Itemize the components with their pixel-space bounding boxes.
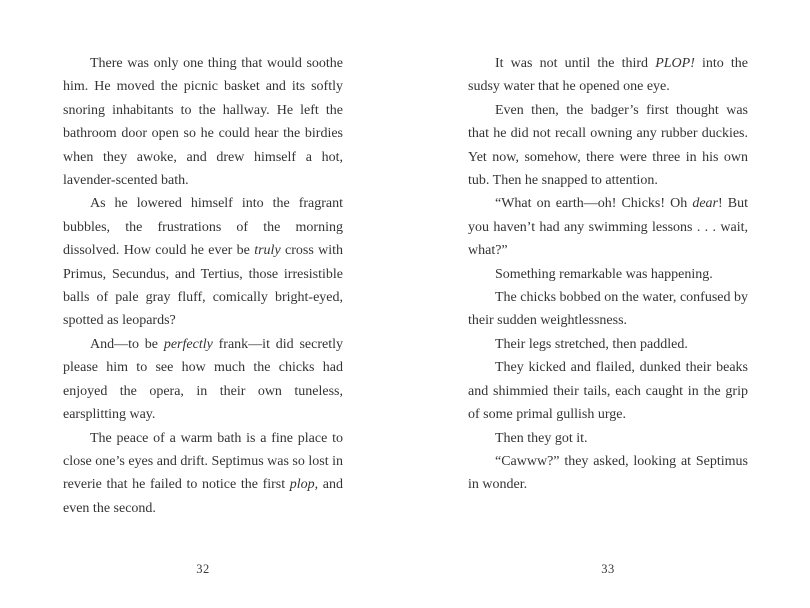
italic-text-run: truly bbox=[254, 243, 281, 259]
text-run: cross with Primus, Secundus, and Tertius, those irresistible balls of pale gray fluff, comically bright-eyed, spotted as leopards? bbox=[63, 243, 343, 329]
text-run: Their legs stretched, then paddled. bbox=[495, 336, 688, 352]
text-run: And—to be bbox=[90, 336, 164, 352]
paragraph bbox=[468, 286, 748, 333]
paragraph bbox=[468, 356, 748, 426]
text-run: frank—it did secretly please him to see how much the chicks had enjoyed the opera, in their own tuneless, earsplitting way. bbox=[63, 336, 343, 423]
paragraph bbox=[468, 99, 748, 193]
text-run: Even then, the badger’s first thought was that he did not recall owning any rubber duckies. Yet now, somehow, there were three in his own tub. Then he snapped to attention. bbox=[468, 102, 748, 189]
italic-text-run: plop bbox=[289, 477, 315, 493]
text-run: There was only one thing that would soothe him. He moved the picnic basket and its softly snoring inhabitants to the hallway. He left the bathroom door open so he could hear the birdies when they awoke, and drew himself a hot, lavender-scented bath. bbox=[63, 56, 343, 189]
text-run: Something remarkable was happening. bbox=[495, 266, 713, 282]
paragraph bbox=[63, 52, 343, 192]
text-run: They kicked and flailed, dunked their beaks and shimmied their tails, each caught in the grip of some primal gullish urge. bbox=[468, 360, 748, 423]
paragraph bbox=[63, 333, 343, 427]
text-run: ! But you haven’t had any swimming lessons . . . wait, what?” bbox=[468, 196, 749, 259]
left-page-number: 32 bbox=[196, 562, 210, 576]
paragraph bbox=[468, 263, 748, 286]
text-run: “What on earth—oh! Chicks! Oh bbox=[495, 196, 693, 212]
text-run: As he lowered himself into the fragrant bubbles, the frustrations of the morning dissolved. How could he ever be bbox=[63, 196, 343, 259]
paragraph bbox=[468, 52, 748, 99]
right-page-number: 33 bbox=[601, 562, 615, 576]
text-run: The peace of a warm bath is a fine place to close one’s eyes and drift. Septimus was so lost in reverie that he failed to notice the first bbox=[63, 430, 343, 493]
text-run: into the sudsy water that he opened one eye. bbox=[468, 56, 748, 95]
text-run: , and even the second. bbox=[63, 477, 344, 516]
left-page-text bbox=[63, 52, 343, 520]
right-page-text bbox=[468, 52, 748, 497]
text-run: It was not until the third bbox=[495, 56, 656, 71]
paragraph bbox=[468, 333, 748, 356]
paragraph bbox=[468, 427, 748, 450]
text-run: “Cawww?” they asked, looking at Septimus in wonder. bbox=[468, 453, 748, 493]
paragraph bbox=[63, 192, 343, 332]
paragraph bbox=[468, 450, 748, 497]
text-run: Then they got it. bbox=[495, 430, 588, 446]
right-page bbox=[405, 0, 810, 608]
paragraph bbox=[63, 427, 343, 521]
text-run: The chicks bobbed on the water, confused by their sudden weightlessness. bbox=[468, 290, 748, 329]
italic-text-run: perfectly bbox=[163, 336, 213, 352]
italic-text-run: dear bbox=[692, 196, 719, 212]
paragraph bbox=[468, 192, 748, 262]
italic-text-run: PLOP! bbox=[655, 56, 695, 71]
